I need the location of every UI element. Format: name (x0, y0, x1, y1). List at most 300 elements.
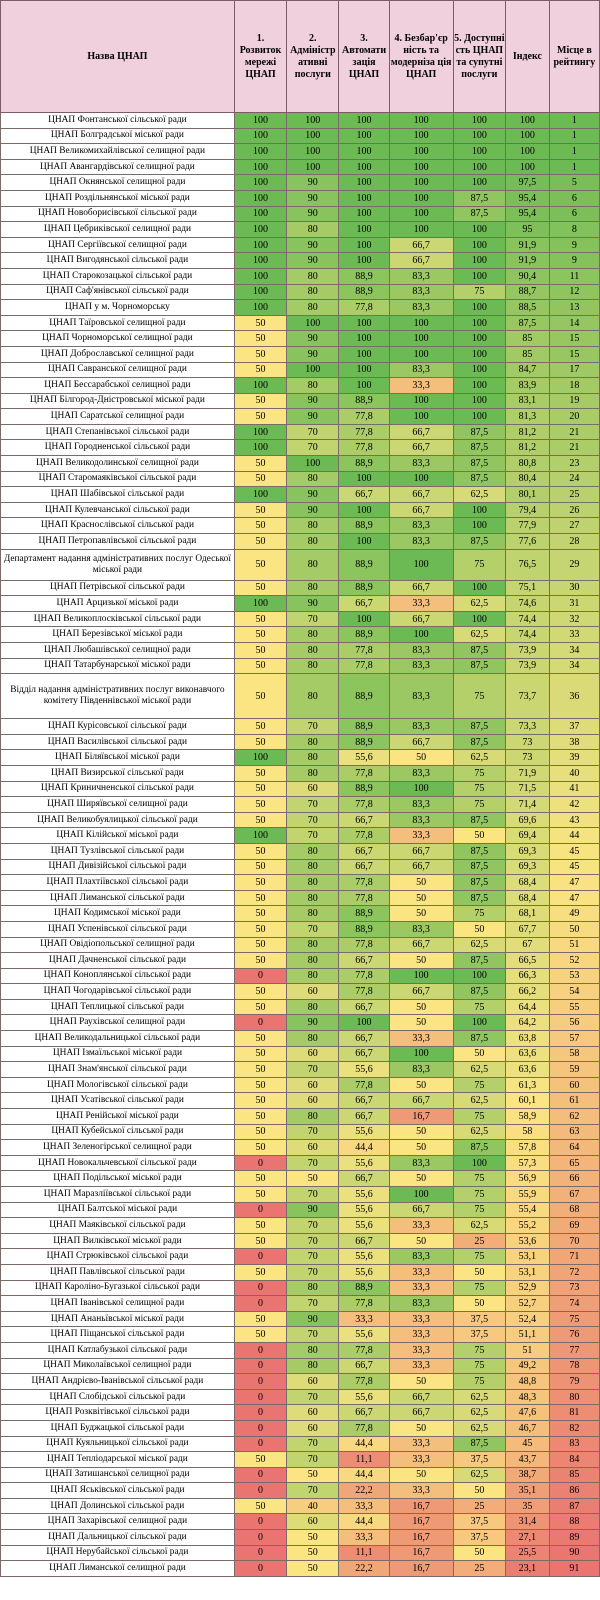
cell-availability: 87,5 (453, 719, 505, 735)
table-row (1, 875, 600, 891)
cell-rank: 64 (549, 1140, 599, 1156)
cell-automation: 77,8 (339, 765, 389, 781)
table-row (1, 393, 600, 409)
cell-rank: 15 (549, 331, 599, 347)
cell-rank: 34 (549, 658, 599, 674)
cell-name: ЦНАП Ананьївської міської ради (1, 1311, 235, 1327)
cell-network: 100 (234, 144, 286, 160)
cell-name: ЦНАП Коноплянської сільської ради (1, 968, 235, 984)
cell-availability: 87,5 (453, 471, 505, 487)
cell-admin: 80 (287, 875, 339, 891)
cell-name: ЦНАП Яськівської сільської ради (1, 1483, 235, 1499)
cell-index: 46,7 (506, 1420, 550, 1436)
cell-availability: 100 (453, 1015, 505, 1031)
cell-network: 0 (234, 1420, 286, 1436)
cell-index: 81,2 (506, 424, 550, 440)
cell-admin: 80 (287, 1280, 339, 1296)
cell-admin: 80 (287, 1109, 339, 1125)
cell-accessibility: 66,7 (389, 1405, 453, 1421)
table-row (1, 734, 600, 750)
cell-name: ЦНАП Бессарабської селищної ради (1, 378, 235, 394)
cell-admin: 100 (287, 362, 339, 378)
cell-network: 0 (234, 1202, 286, 1218)
cell-name: ЦНАП Захарівської селищної ради (1, 1514, 235, 1530)
cell-automation: 88,9 (339, 284, 389, 300)
cell-network: 0 (234, 1545, 286, 1561)
cell-index: 85 (506, 346, 550, 362)
cell-name: ЦНАП Фонтанської сільської ради (1, 113, 235, 129)
cell-accessibility: 100 (389, 1046, 453, 1062)
cell-admin: 60 (287, 1140, 339, 1156)
cell-automation: 77,8 (339, 440, 389, 456)
cell-network: 100 (234, 596, 286, 612)
cell-network: 50 (234, 456, 286, 472)
cell-accessibility: 100 (389, 175, 453, 191)
cell-admin: 90 (287, 393, 339, 409)
cell-network: 50 (234, 953, 286, 969)
cell-network: 100 (234, 440, 286, 456)
cell-admin: 80 (287, 859, 339, 875)
table-row (1, 502, 600, 518)
header-index: Індекс (506, 1, 550, 113)
cell-name: ЦНАП Лиманської селищної ради (1, 1561, 235, 1577)
cell-index: 53,1 (506, 1249, 550, 1265)
cell-accessibility: 33,3 (389, 1483, 453, 1499)
cell-automation: 66,7 (339, 1233, 389, 1249)
cell-rank: 37 (549, 719, 599, 735)
cell-rank: 9 (549, 237, 599, 253)
cell-network: 0 (234, 1358, 286, 1374)
cell-availability: 87,5 (453, 890, 505, 906)
cell-name: ЦНАП Усатівської сільської ради (1, 1093, 235, 1109)
cell-rank: 24 (549, 471, 599, 487)
cell-network: 50 (234, 1327, 286, 1343)
cell-index: 63,8 (506, 1031, 550, 1047)
cell-rank: 31 (549, 596, 599, 612)
cell-index: 81,2 (506, 440, 550, 456)
cell-rank: 8 (549, 222, 599, 238)
cell-name: ЦНАП Таїровської селищної ради (1, 315, 235, 331)
cell-name: ЦНАП Чогодарівської сільської ради (1, 984, 235, 1000)
cell-rank: 72 (549, 1264, 599, 1280)
table-row (1, 409, 600, 425)
cell-availability: 50 (453, 1264, 505, 1280)
cell-name: ЦНАП Великодальницької сільської ради (1, 1031, 235, 1047)
table-row (1, 1327, 600, 1343)
cell-accessibility: 83,3 (389, 765, 453, 781)
cell-network: 100 (234, 113, 286, 129)
cell-rank: 53 (549, 968, 599, 984)
cell-name: ЦНАП Кодимської міської ради (1, 906, 235, 922)
cell-rank: 47 (549, 875, 599, 891)
table-row (1, 828, 600, 844)
cell-automation: 88,9 (339, 580, 389, 596)
cell-automation: 100 (339, 471, 389, 487)
cell-rank: 63 (549, 1124, 599, 1140)
cell-automation: 66,7 (339, 1109, 389, 1125)
cell-index: 60,1 (506, 1093, 550, 1109)
cell-index: 88,5 (506, 300, 550, 316)
table-row (1, 1545, 600, 1561)
cell-network: 50 (234, 734, 286, 750)
cell-rank: 54 (549, 984, 599, 1000)
cell-admin: 80 (287, 1358, 339, 1374)
cell-rank: 71 (549, 1249, 599, 1265)
cell-admin: 80 (287, 1031, 339, 1047)
cell-automation: 88,9 (339, 921, 389, 937)
cell-admin: 80 (287, 750, 339, 766)
cell-availability: 100 (453, 362, 505, 378)
cell-rank: 66 (549, 1171, 599, 1187)
cell-availability: 100 (453, 300, 505, 316)
cell-accessibility: 50 (389, 953, 453, 969)
cell-admin: 80 (287, 937, 339, 953)
table-row (1, 518, 600, 534)
table-row (1, 456, 600, 472)
cell-accessibility: 100 (389, 222, 453, 238)
table-row (1, 206, 600, 222)
cell-index: 56,9 (506, 1171, 550, 1187)
table-row (1, 1311, 600, 1327)
cell-accessibility: 33,3 (389, 1218, 453, 1234)
cell-automation: 66,7 (339, 1031, 389, 1047)
cell-rank: 14 (549, 315, 599, 331)
cell-accessibility: 83,3 (389, 284, 453, 300)
cell-accessibility: 16,7 (389, 1561, 453, 1577)
cell-rank: 23 (549, 456, 599, 472)
cell-accessibility: 50 (389, 1467, 453, 1483)
cell-admin: 70 (287, 1124, 339, 1140)
cell-rank: 61 (549, 1093, 599, 1109)
cell-automation: 55,6 (339, 1124, 389, 1140)
cell-admin: 70 (287, 1233, 339, 1249)
cell-admin: 80 (287, 471, 339, 487)
cell-index: 61,3 (506, 1077, 550, 1093)
cell-network: 50 (234, 1046, 286, 1062)
cell-admin: 100 (287, 456, 339, 472)
cell-index: 80,1 (506, 487, 550, 503)
cell-accessibility: 100 (389, 1187, 453, 1203)
cell-accessibility: 100 (389, 393, 453, 409)
cell-index: 73 (506, 734, 550, 750)
cell-index: 97,5 (506, 175, 550, 191)
cell-automation: 100 (339, 144, 389, 160)
cell-admin: 60 (287, 1093, 339, 1109)
cell-accessibility: 66,7 (389, 611, 453, 627)
cell-rank: 77 (549, 1342, 599, 1358)
cell-network: 100 (234, 487, 286, 503)
cell-index: 55,4 (506, 1202, 550, 1218)
table-row (1, 1249, 600, 1265)
table-row (1, 1218, 600, 1234)
cell-automation: 55,6 (339, 1202, 389, 1218)
cell-index: 51,1 (506, 1327, 550, 1343)
cell-accessibility: 33,3 (389, 1342, 453, 1358)
cell-availability: 75 (453, 1077, 505, 1093)
cell-network: 0 (234, 1296, 286, 1312)
cell-availability: 87,5 (453, 1031, 505, 1047)
cell-network: 0 (234, 1405, 286, 1421)
cell-name: ЦНАП Буджацької сільської ради (1, 1420, 235, 1436)
cell-index: 79,4 (506, 502, 550, 518)
cell-availability: 75 (453, 1187, 505, 1203)
cell-rank: 13 (549, 300, 599, 316)
cell-availability: 100 (453, 346, 505, 362)
cell-availability: 87,5 (453, 206, 505, 222)
cell-availability: 37,5 (453, 1327, 505, 1343)
cell-availability: 50 (453, 828, 505, 844)
cell-rank: 27 (549, 518, 599, 534)
cell-network: 50 (234, 611, 286, 627)
cell-name: ЦНАП Болградської міської ради (1, 128, 235, 144)
table-row (1, 237, 600, 253)
cell-automation: 22,2 (339, 1483, 389, 1499)
cell-name: ЦНАП Ширяївської селищної ради (1, 797, 235, 813)
cell-availability: 100 (453, 393, 505, 409)
cell-network: 50 (234, 1498, 286, 1514)
cell-name: ЦНАП Криничненської сільської ради (1, 781, 235, 797)
cell-name: ЦНАП Катлабузької сільської ради (1, 1342, 235, 1358)
cell-name: ЦНАП Городненської сільської ради (1, 440, 235, 456)
cell-automation: 66,7 (339, 487, 389, 503)
cell-index: 64,2 (506, 1015, 550, 1031)
cell-availability: 87,5 (453, 190, 505, 206)
cell-automation: 77,8 (339, 875, 389, 891)
cell-availability: 62,5 (453, 750, 505, 766)
cell-automation: 66,7 (339, 859, 389, 875)
cell-accessibility: 83,3 (389, 1062, 453, 1078)
cell-admin: 70 (287, 719, 339, 735)
table-row (1, 300, 600, 316)
cell-admin: 80 (287, 999, 339, 1015)
cell-network: 100 (234, 300, 286, 316)
cell-rank: 32 (549, 611, 599, 627)
cell-admin: 70 (287, 1187, 339, 1203)
cell-automation: 77,8 (339, 643, 389, 659)
cell-index: 45 (506, 1436, 550, 1452)
cell-automation: 77,8 (339, 984, 389, 1000)
cell-admin: 80 (287, 643, 339, 659)
cell-availability: 87,5 (453, 424, 505, 440)
table-row (1, 534, 600, 550)
cell-accessibility: 66,7 (389, 984, 453, 1000)
cell-rank: 68 (549, 1202, 599, 1218)
table-row (1, 1124, 600, 1140)
cell-availability: 87,5 (453, 643, 505, 659)
table-row (1, 113, 600, 129)
cell-accessibility: 83,3 (389, 1155, 453, 1171)
cell-availability: 75 (453, 549, 505, 580)
cell-automation: 100 (339, 159, 389, 175)
cell-name: ЦНАП Тепліодарської міської ради (1, 1452, 235, 1468)
cell-admin: 70 (287, 1155, 339, 1171)
cell-name: ЦНАП Татарбунарської міської ради (1, 658, 235, 674)
cell-network: 100 (234, 284, 286, 300)
table-row (1, 1155, 600, 1171)
cell-accessibility: 100 (389, 159, 453, 175)
cell-index: 51 (506, 1342, 550, 1358)
cell-automation: 66,7 (339, 1171, 389, 1187)
cell-automation: 100 (339, 611, 389, 627)
cell-name: ЦНАП Подільської міської ради (1, 1171, 235, 1187)
cell-name: ЦНАП Зеленогірської селищної ради (1, 1140, 235, 1156)
cell-index: 55,9 (506, 1187, 550, 1203)
table-row (1, 1062, 600, 1078)
cell-accessibility: 66,7 (389, 1389, 453, 1405)
cell-availability: 25 (453, 1233, 505, 1249)
cell-rank: 1 (549, 128, 599, 144)
cell-accessibility: 33,3 (389, 596, 453, 612)
table-row (1, 487, 600, 503)
cell-network: 100 (234, 190, 286, 206)
cell-network: 50 (234, 393, 286, 409)
cell-automation: 100 (339, 222, 389, 238)
cell-rank: 89 (549, 1530, 599, 1546)
cell-network: 100 (234, 175, 286, 191)
cell-rank: 52 (549, 953, 599, 969)
cell-availability: 62,5 (453, 1093, 505, 1109)
cell-name: ЦНАП Кілійської міської ради (1, 828, 235, 844)
cell-index: 57,8 (506, 1140, 550, 1156)
cell-rank: 69 (549, 1218, 599, 1234)
cell-availability: 75 (453, 1249, 505, 1265)
cell-network: 0 (234, 1155, 286, 1171)
cell-rank: 1 (549, 144, 599, 160)
cell-network: 50 (234, 812, 286, 828)
cell-automation: 88,9 (339, 268, 389, 284)
cell-availability: 100 (453, 237, 505, 253)
cell-accessibility: 50 (389, 1233, 453, 1249)
cell-rank: 79 (549, 1374, 599, 1390)
cell-name: ЦНАП Балтської міської ради (1, 1202, 235, 1218)
table-row (1, 144, 600, 160)
cell-rank: 6 (549, 190, 599, 206)
cell-accessibility: 83,3 (389, 1249, 453, 1265)
cell-name: ЦНАП Визирської сільської ради (1, 765, 235, 781)
cell-name: ЦНАП Вилківської міської ради (1, 1233, 235, 1249)
cell-network: 50 (234, 502, 286, 518)
cell-name: ЦНАП Білгород-Дністровської міської ради (1, 393, 235, 409)
cell-automation: 88,9 (339, 719, 389, 735)
cell-accessibility: 33,3 (389, 828, 453, 844)
cell-availability: 75 (453, 906, 505, 922)
cell-automation: 77,8 (339, 1420, 389, 1436)
cell-rank: 38 (549, 734, 599, 750)
cell-availability: 37,5 (453, 1452, 505, 1468)
cell-accessibility: 100 (389, 968, 453, 984)
cell-name: Департамент надання адміністративних послуг Одеської міської ради (1, 549, 235, 580)
cell-index: 49,2 (506, 1358, 550, 1374)
cell-network: 50 (234, 781, 286, 797)
cell-automation: 77,8 (339, 890, 389, 906)
cell-availability: 50 (453, 1545, 505, 1561)
cell-accessibility: 83,3 (389, 456, 453, 472)
cell-availability: 100 (453, 128, 505, 144)
cell-rank: 47 (549, 890, 599, 906)
cell-availability: 25 (453, 1498, 505, 1514)
table-row (1, 1093, 600, 1109)
cell-automation: 66,7 (339, 999, 389, 1015)
cell-availability: 87,5 (453, 953, 505, 969)
cell-index: 100 (506, 113, 550, 129)
cell-admin: 80 (287, 674, 339, 719)
cell-admin: 50 (287, 1545, 339, 1561)
cell-admin: 90 (287, 253, 339, 269)
cell-index: 48,3 (506, 1389, 550, 1405)
cell-index: 95,4 (506, 190, 550, 206)
cell-admin: 60 (287, 1420, 339, 1436)
cell-automation: 88,9 (339, 518, 389, 534)
cell-accessibility: 50 (389, 890, 453, 906)
table-row (1, 1452, 600, 1468)
cell-availability: 62,5 (453, 1124, 505, 1140)
cell-rank: 33 (549, 627, 599, 643)
cell-automation: 100 (339, 362, 389, 378)
cell-accessibility: 83,3 (389, 797, 453, 813)
cell-accessibility: 50 (389, 875, 453, 891)
cell-accessibility: 66,7 (389, 253, 453, 269)
cell-availability: 100 (453, 315, 505, 331)
cell-index: 69,4 (506, 828, 550, 844)
cell-name: ЦНАП Знам'янської сільської ради (1, 1062, 235, 1078)
cell-accessibility: 33,3 (389, 1311, 453, 1327)
cell-name: ЦНАП Нерубайської сільської ради (1, 1545, 235, 1561)
cell-network: 50 (234, 518, 286, 534)
cell-automation: 77,8 (339, 1374, 389, 1390)
cell-index: 91,9 (506, 253, 550, 269)
cell-index: 53,1 (506, 1264, 550, 1280)
cell-rank: 80 (549, 1389, 599, 1405)
cell-accessibility: 66,7 (389, 843, 453, 859)
cell-automation: 66,7 (339, 1405, 389, 1421)
cell-index: 55,2 (506, 1218, 550, 1234)
cell-index: 67,7 (506, 921, 550, 937)
cell-rank: 45 (549, 843, 599, 859)
cell-rank: 78 (549, 1358, 599, 1374)
cell-rank: 55 (549, 999, 599, 1015)
cell-availability: 87,5 (453, 440, 505, 456)
cell-network: 50 (234, 643, 286, 659)
cell-rank: 21 (549, 440, 599, 456)
cell-availability: 37,5 (453, 1311, 505, 1327)
cell-name: ЦНАП Шабівської сільської ради (1, 487, 235, 503)
cell-index: 73,3 (506, 719, 550, 735)
cell-availability: 50 (453, 1046, 505, 1062)
cell-network: 50 (234, 1233, 286, 1249)
cell-index: 100 (506, 144, 550, 160)
table-row (1, 315, 600, 331)
cell-availability: 62,5 (453, 1389, 505, 1405)
cell-index: 85 (506, 331, 550, 347)
cell-rank: 56 (549, 1015, 599, 1031)
cell-name: ЦНАП Ренійської міської ради (1, 1109, 235, 1125)
cell-name: ЦНАП Піщанської сільської ради (1, 1327, 235, 1343)
cell-accessibility: 100 (389, 627, 453, 643)
table-row (1, 1140, 600, 1156)
table-row (1, 471, 600, 487)
cell-admin: 70 (287, 1296, 339, 1312)
cell-network: 0 (234, 1015, 286, 1031)
cell-network: 50 (234, 921, 286, 937)
cell-index: 80,4 (506, 471, 550, 487)
cell-network: 50 (234, 1062, 286, 1078)
cell-accessibility: 83,3 (389, 268, 453, 284)
cell-index: 48,8 (506, 1374, 550, 1390)
cell-admin: 90 (287, 596, 339, 612)
cell-network: 100 (234, 828, 286, 844)
cell-automation: 77,8 (339, 968, 389, 984)
cell-admin: 80 (287, 968, 339, 984)
